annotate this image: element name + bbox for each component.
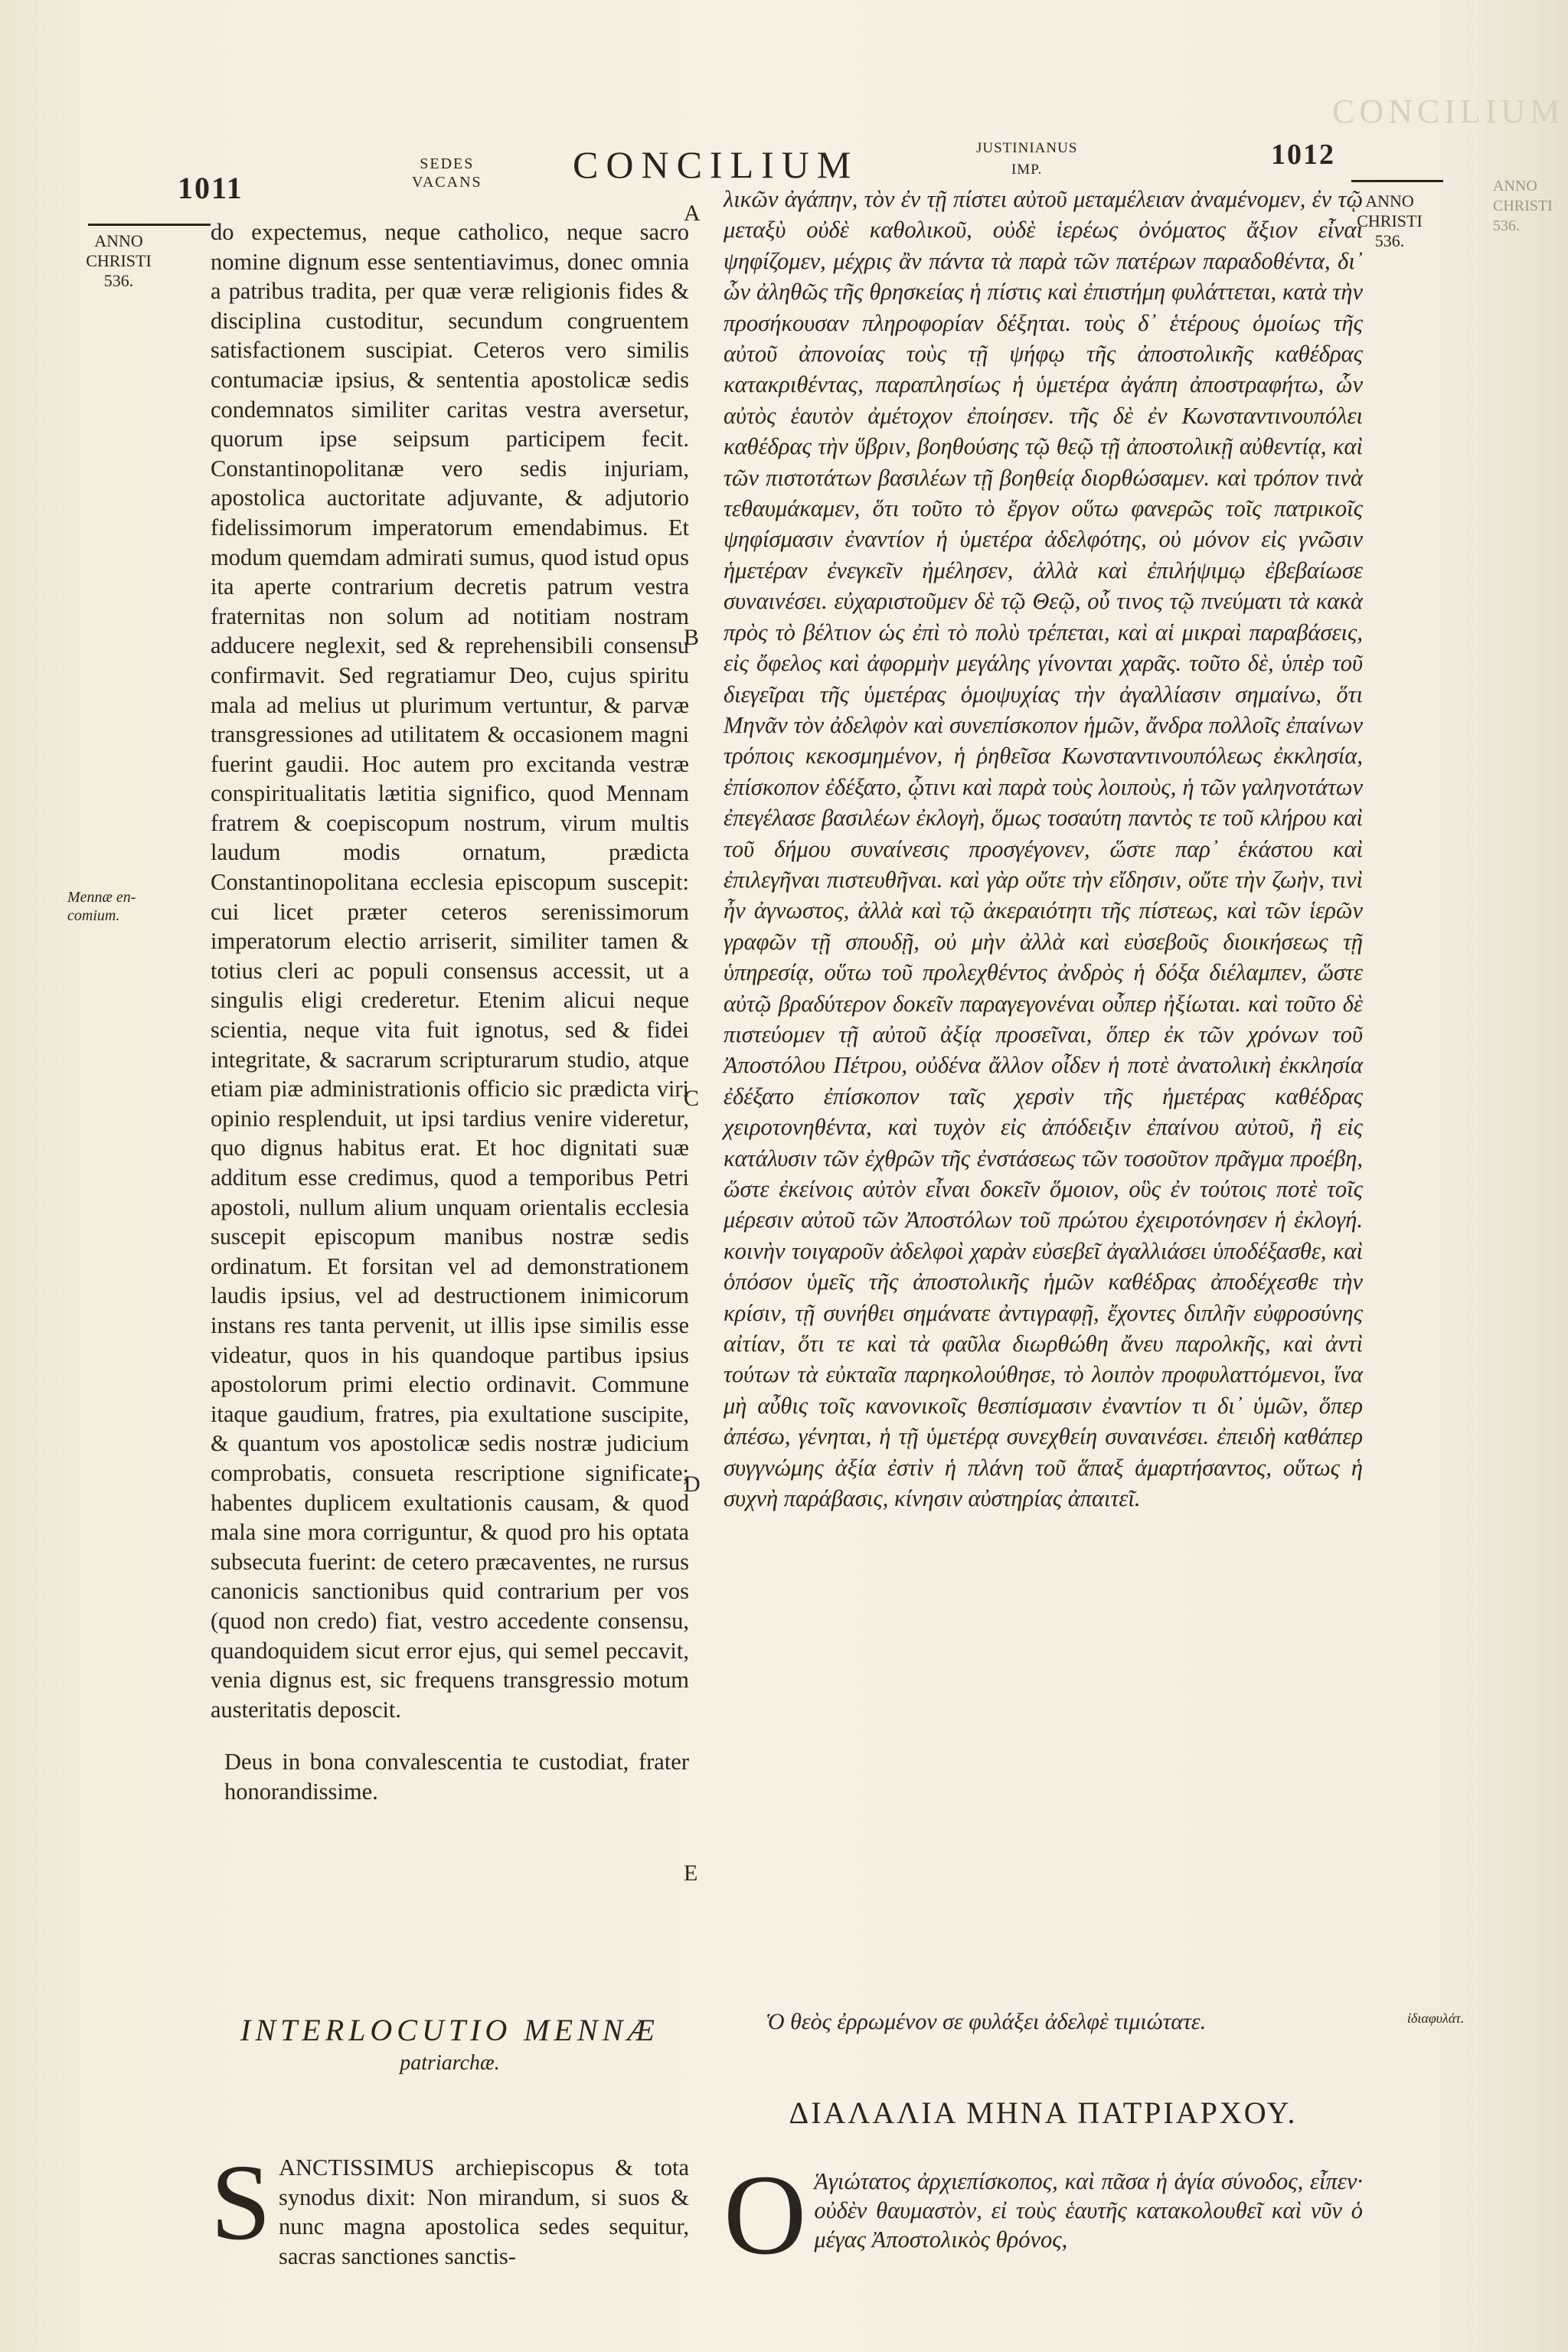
latin-column [211,217,689,1806]
section-letter-e: E [684,1860,698,1886]
greek-tail-paragraph [724,2151,1363,2278]
section-letter-d: D [684,1472,701,1497]
greek-tail-text: Ἁγιώτατος ἀρχιεπίσκοπος, καὶ πᾶσα ἡ ἁγία σύνοδος, εἶπεν· οὐδὲν θαυμαστὸν, εἰ τοὺς ἑαυτῆς κατακολουθεῖ καὶ νῦν ὁ μέγας Ἀποστολικὸς θρόνος, [814,2168,1363,2252]
header-rule-left [88,224,211,226]
latin-heading-subtitle: patriarchæ. [400,2051,500,2075]
justinianus-imp [976,138,1077,181]
anno-christi-right [1355,191,1424,251]
latin-closing: Deus in bona convalescentia te custodiat, frater honorandissime. [224,1749,689,1805]
greek-body: λικῶν ἀγάπην, τὸν ἐν τῇ πίστει αὐτοῦ μεταμέλειαν ἀναμένομεν, ἐν τῷ μεταξὺ οὐδὲ καθολικοῦ, οὐδὲ ἱερέως ὀνόματος ἄξιον εἶναι ψηφίζομεν, μέχρις ἂν πάντα τὰ παρὰ τῶν πατέρων παραδοθέντα, δι᾽ ὧν ἀληθῶς τῆς θρησκείας ἡ πίστις καὶ ἐπιστήμη φυλάττεται, κατὰ τὴν προσήκουσαν πληροφορίαν δέξηται. τοὺς δ᾽ ἑτέρους ὁμοίως τῆς αὐτοῦ ἀπονοίας τοὺς τῇ ψήφῳ τῆς ἀποστολικῆς καθέδρας κατακριθέντας, παραπλησίως ἡ ὑμετέρα ἀγάπη ἀποστραφήτω, ὧν αὐτὸς ἑαυτὸν ἀμέτοχον ἐποίησεν. τῆς δὲ ἐν Κωνσταντινουπόλει καθέδρας τὴν ὕβριν, βοηθούσης τῷ θεῷ τῇ ἀποστολικῇ αὐθεντίᾳ, καὶ τῶν πιστοτάτων βασιλέων τῇ βοηθείᾳ διορθώσαμεν. καὶ τρόπον τινὰ τεθαυμάκαμεν, ὅτι τοῦτο τὸ ἔργον οὕτω φανερῶς τοῖς πατρικοῖς ψηφίσμασιν ἐναντίον ἡ ὑμετέρα ἀδελφότης, οὐ μόνον εἰς γνῶσιν ἡμετέραν ἐνεγκεῖν ἠμέλησεν, ἀλλὰ καὶ ἐπιλήψιμῳ ἐβεβαίωσε συναινέσει. εὐχαριστοῦμεν δὲ τῷ Θεῷ, οὗ τινος τῷ πνεύματι τὰ κακὰ πρὸς τὸ βέλτιον ὡς ἐπὶ τὸ πολὺ τρέπεται, καὶ αἱ μικραὶ παραβάσεις, εἰς ὄφελος καὶ ἀφορμὴν μεγάλης γίνονται χαρᾶς. τοῦτο δὲ, ὑπὲρ τοῦ διεγεῖραι τῆς ὑμετέρας ὁμοψυχίας τὴν ἀγαλλίασιν σημαίνω, ὅτι Μηνᾶν τὸν ἀδελφὸν καὶ συνεπίσκοπον ἡμῶν, ἄνδρα πολλοῖς ἐπαίνων τρόποις κεκοσμημένον, ἡ ῥηθεῖσα Κωνσταντινουπόλεως ἐκκλησία, ἐπίσκοπον ἐδέξατο, ᾧτινι καὶ παρὰ τοὺς λοιποὺς, ἡ τῶν γαληνοτάτων ἐπεγέλασε βασιλέων ἐκλογὴ, ὅμως τοσαύτη παντὸς τε τοῦ κλήρου καὶ τοῦ δήμου συναίνεσις προσγέγονεν, ὥστε παρ᾽ ἑκάστου καὶ ἐπιλεγῆναι πιστευθῆναι. καὶ γὰρ οὔτε τὴν εἴδησιν, οὔτε τὴν ζωὴν, τινὶ ἦν ἀγνωστος, ἀλλὰ καὶ τῷ ἀκεραιότητι τῆς πίστεως, καὶ τῶν ἱερῶν γραφῶν τῇ σπουδῇ, οὐ μὴν ἀλλὰ καὶ εὐσεβοῦς διοικήσεως τῇ ὑπηρεσίᾳ, οὕτω τοῦ προλεχθέντος ἀνδρὸς ἡ δόξα διέλαμπεν, ὥστε αὐτῷ βραδύτερον δοκεῖν παραγεγονέναι οὗπερ ἠξίωται. καὶ τοῦτο δὲ πιστεύομεν τῇ αὐτοῦ ἀξίᾳ προσεῖναι, ὅπερ ἐκ τῶν χρόνων τοῦ Ἀποστόλου Πέτρου, οὐδένα ἄλλον οἶδεν ἡ ποτὲ ἀνατολικὴ ἐκκλησία ἐδέξατο ἐπίσκοπον ταῖς χερσὶν τῆς ἡμετέρας καθέδρας χειροτονηθέντα, καὶ τυχὸν εἰς ἀπόδειξιν ἐπαίνου αὐτοῦ, ἢ εἰς κατάλυσιν τῶν ἐχθρῶν τῆς ἐνστάσεως τῶν τοσοῦτον πρᾶγμα προέβη, ὥστε ἐκείνοις αὐτὸν εἶναι δοκεῖν ὅμοιον, οὓς ἐν τούτοις ποτὲ τοῖς μέρεσιν αὐτοῦ τῶν Ἀποστόλων τοῦ πρώτου ἐχειροτόνησεν ἡ ἐκλογή. κοινὴν τοιγαροῦν ἀδελφοὶ χαρὰν εὐσεβεῖ ἀγαλλιάσει ὑποδέξασθε, καὶ ὁπόσον ὑμεῖς τῆς ἀποστολικῆς ἡμῶν καθέδρας ἀποδέχεσθε τὴν κρίσιν, τῇ συνήθει σημάνατε ἀντιγραφῇ, ἔχοντες διπλῆν εὐφροσύνης αἰτίαν, ὅτι τε καὶ τὰ φαῦλα διωρθώθη ἄνευ παρολκῆς, καὶ ἀντὶ τούτων τὰ εὐκταῖα παρηκολούθησε, τὸ λοιπὸν προφυλαττόμενοι, ἵνα μὴ αὖθις τοῖς κανονικοῖς θεσπίσμασιν ἐναντίον τι δι᾽ ὑμῶν, ὅπερ ἀπέσω, γένηται, ἡ τῇ ὑμετέρᾳ συνεχθείη συναινέσει. ἐπειδὴ καθάπερ συγγνώμης ἀξία ἐστὶν ἡ πλάνη τοῦ ἅπαξ ἁμαρτήσαντος, οὕτως ἡ συχνὴ παράβασις, κίνησιν αὐστηρίας ἀπαιτεῖ. [724,186,1363,1512]
latin-tail-paragraph [211,2141,689,2271]
page-number-left: 1011 [178,171,243,205]
anno-left-line3: 536. [103,271,134,290]
bleed-anno-line3: 536. [1493,217,1520,234]
page-number-right: 1012 [1271,139,1335,171]
header-rule-right [1351,180,1443,182]
latin-heading-title: INTERLOCUTIO MENNÆ [240,2013,659,2047]
sedes-line2: VACANS [412,174,482,191]
bleed-through-title: CONCILIUM [1332,93,1565,130]
greek-closing: Ὁ θεὸς ἐρρωμένον σε φυλάξει ἀδελφὲ τιμιώτατε. [766,2009,1207,2034]
latin-body: do expectemus, neque catholico, neque sacro nomine dignum esse sententiavimus, donec omnia a patribus tradita, per quæ veræ religionis fides & disciplina custoditur, secundum congruentem satisfactionem suscipiat. Ceteros vero similis contumaciæ ipsius, & sententia apostolicæ sedis condemnatos similiter caritas vestra aversetur, quorum ipse seipsum participem fecit. Constantinopolitanæ vero sedis injuriam, apostolica auctoritate adjuvante, & adjutorio fidelissimorum imperatorum emendabimus. Et modum quemdam admirati sumus, quod istud opus ita aperte contrarium decretis patrum vestra fraternitas non solum ad notitiam nostram adducere neglexit, sed & reprehensibili consensu confirmavit. Sed regratiamur Deo, cujus spiritu mala ad melius ut plurimum vertuntur, & parvæ transgressiones ad utilitatem & occasionem magni fuerint gaudii. Hoc autem pro excitanda vestræ conspiritualitatis lætitia significo, quod Mennam fratrem & coepiscopum nostrum, virum multis laudum modis ornatum, prædicta Constantinopolitana ecclesia episcopum suscepit: cui licet præter ceteros serenissimorum imperatorum electio arriserit, similiter tamen & totius cleri ac populi consensus accessit, ut a singulis eligi crederetur. Etenim alicui neque scientia, neque vita fuit ignotus, sed & fidei integritate, & sacrarum scripturarum studio, atque etiam piæ administrationis officio sic prædicta viri opinio resplenduit, ut ipsi tardius venire videretur, quo dignus habitus erat. Et hoc dignitati suæ additum esse credimus, quod a temporibus Petri apostoli, nullum alium unquam orientalis ecclesia suscepit episcopum manibus nostræ sedis ordinatum. Et forsitan vel ad demonstrationem laudis ipsius, vel ad destructionem inimicorum instans res tanta pervenit, ut illis ipse similis esse videatur, quos in his quandoque partibus ipsius apostolorum primi electio ordinavit. Commune itaque gaudium, fratres, pia exultatione suscipite, & quantum vos apostolicæ sedis nostræ judicium comprobatis, consueta rescriptione significate; habentes duplicem exultationis causam, & quod mala sine mora corriguntur, & quod pro his optata subsecuta fuerint: de cetero præcaventes, ne rursus canonicis sanctionibus quid contrarium per vos (quod non credo) fiat, vestro accedente consensu, quandoquidem sicut error ejus, qui semel peccavit, venia dignus est, sic frequens transgressio motum austeritatis deposcit. [211,219,689,1723]
section-letter-a: A [684,201,701,226]
section-letter-b: B [684,625,700,650]
latin-dropcap: S [211,2141,271,2262]
running-title: CONCILIUM [573,143,859,186]
anno-right-line1: ANNO [1365,191,1414,211]
bleed-through-anno [1493,176,1568,236]
margin-note-mennae [67,888,182,925]
latin-section-heading [211,2012,689,2076]
greek-margin-note: ἰδιαφυλάτ. [1407,2011,1465,2026]
anno-right-line2: CHRISTI [1357,211,1423,230]
section-letter-c: C [684,1086,700,1111]
margin-note-line2: comium. [67,907,120,924]
justinianus-line2: IMP. [1011,162,1043,178]
justinianus-line1: JUSTINIANUS [976,140,1078,156]
latin-tail-text: ANCTISSIMUS archiepiscopus & tota synodus dixit: Non mirandum, si suos & nunc magna apostolica sedes sequitur, sacras sanctiones sanctis- [278,2154,689,2269]
margin-note-line1: Mennæ en- [67,889,136,906]
bleed-anno-line1: ANNO [1493,178,1537,194]
greek-dropcap: Ο [724,2151,807,2278]
bleed-anno-line2: CHRISTI [1493,198,1553,214]
sedes-line1: SEDES [420,155,475,172]
anno-right-line3: 536. [1374,231,1405,250]
sedes-vacans [412,155,482,191]
greek-section-heading: ΔΙΑΛΑΛΙΑ ΜΗΝΑ ΠΑΤΡΙΑΡΧΟΥ. [789,2096,1298,2130]
anno-left-line2: CHRISTI [86,251,152,270]
anno-left-line1: ANNO [94,231,143,250]
greek-column [724,184,1363,1514]
anno-christi-left [84,231,153,291]
